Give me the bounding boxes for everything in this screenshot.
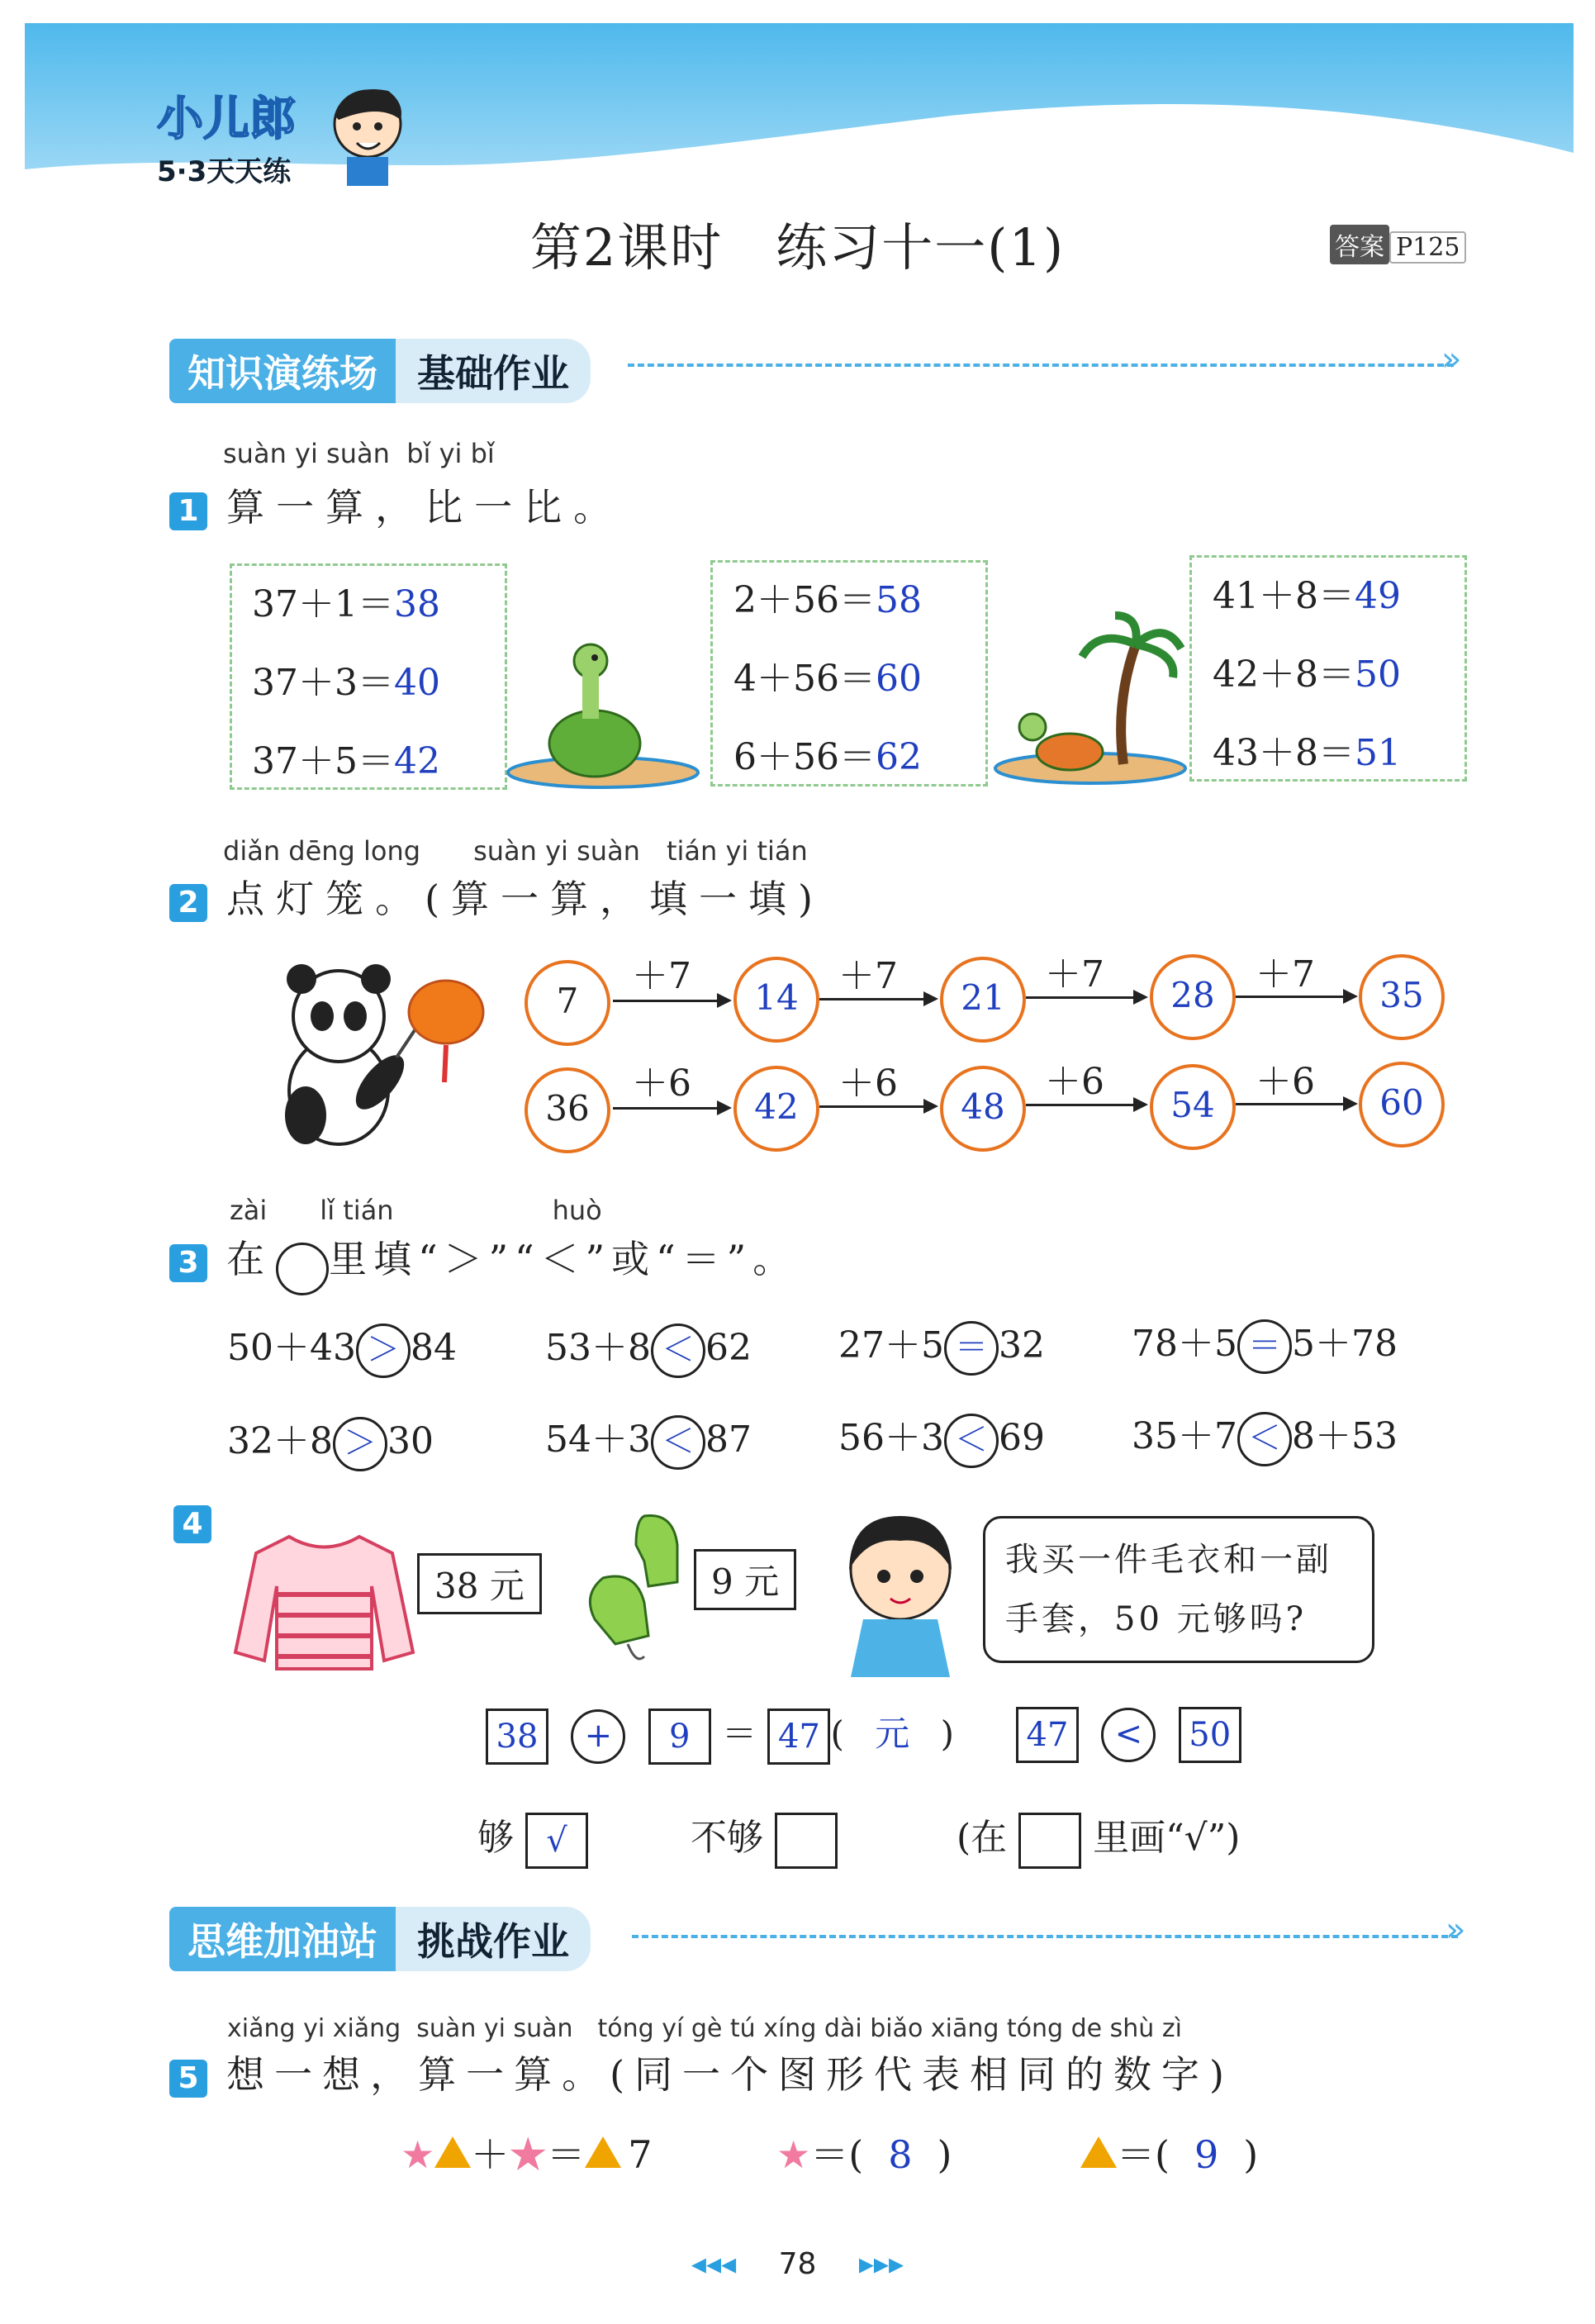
q1-eq-1-2 <box>252 653 440 706</box>
triangle-icon <box>585 2136 621 2168</box>
q3-text-pre: 在 <box>226 1237 277 1281</box>
bubble-line-2: 手套，50 元够吗? <box>1005 1600 1308 1638</box>
q5-equation <box>401 2125 653 2179</box>
not-enough-checkbox[interactable] <box>775 1813 838 1869</box>
lantern-answer[interactable]: 35 <box>1359 954 1445 1040</box>
arrow <box>1236 1103 1345 1105</box>
section-challenge-name: 挑战作业 <box>396 1907 591 1971</box>
arrow-head-icon <box>717 1100 732 1115</box>
q1-eq-3-2 <box>1213 644 1401 697</box>
answer-label: 答案 <box>1330 225 1389 264</box>
gloves-icon <box>578 1512 702 1669</box>
eq-digit: 7 <box>628 2132 653 2177</box>
step-label: ＋6 <box>838 1062 898 1105</box>
q1-answer[interactable]: 50 <box>1354 653 1401 696</box>
compare-right: 30 <box>387 1420 434 1462</box>
q1-eq-2-1 <box>733 570 922 623</box>
sweater-price: 38 元 <box>417 1553 542 1614</box>
compare-answer[interactable]: ＜ <box>651 1415 705 1470</box>
q4-number: 4 <box>173 1505 211 1543</box>
q2-number: 2 <box>169 884 207 922</box>
lantern-start: 7 <box>525 960 610 1046</box>
q1-eq-3-3 <box>1213 723 1401 776</box>
arrow <box>1026 996 1135 999</box>
step-label: ＋7 <box>1045 953 1104 996</box>
compare-answer[interactable]: ＝ <box>944 1321 999 1376</box>
step-label: ＋7 <box>1256 953 1315 996</box>
eq-result[interactable]: 47 <box>767 1709 830 1765</box>
compare-right: 69 <box>998 1417 1045 1459</box>
compare-answer[interactable]: ＜ <box>1237 1412 1292 1466</box>
q1-text: 算一算，比一比。 <box>226 485 624 530</box>
compare-right: 5＋78 <box>1291 1323 1398 1365</box>
girl-icon <box>818 1504 983 1677</box>
compare-left: 56＋3 <box>838 1417 944 1459</box>
eq-operand-b[interactable]: 9 <box>648 1709 711 1765</box>
enough-checkbox[interactable]: √ <box>525 1813 588 1869</box>
triangle-icon <box>434 2136 471 2168</box>
compare-item <box>227 1318 457 1378</box>
q1-heading <box>169 478 623 532</box>
q2-heading <box>169 869 824 924</box>
not-enough-label: 不够 <box>691 1817 763 1859</box>
arrow-head-icon <box>1343 989 1358 1004</box>
note-box-icon <box>1018 1813 1081 1869</box>
arrow-head-icon <box>1343 1096 1358 1111</box>
q1-expr: 37＋3＝ <box>252 662 394 704</box>
compare-left: 27＋5 <box>838 1324 944 1366</box>
arrow <box>613 1000 719 1002</box>
star-icon: ★ <box>509 2132 548 2177</box>
triangle-answer[interactable]: 9 <box>1194 2132 1219 2177</box>
q1-eq-1-1 <box>252 574 440 627</box>
q5-heading <box>169 2045 1234 2099</box>
cmp-b[interactable]: 50 <box>1179 1707 1241 1763</box>
star-icon: ★ <box>401 2132 435 2177</box>
logo-title: 小儿郎 <box>157 93 296 146</box>
eq-equals: ＝ <box>722 1713 757 1754</box>
q1-answer[interactable]: 51 <box>1354 732 1401 774</box>
q1-expr: 37＋1＝ <box>252 583 394 625</box>
footer <box>0 2247 1595 2281</box>
arrow-head-icon <box>1133 990 1148 1005</box>
star-answer[interactable]: 8 <box>888 2132 913 2177</box>
lantern-answer[interactable]: 60 <box>1359 1062 1445 1148</box>
prev-arrows-icon: ◂◂◂ <box>691 2247 737 2281</box>
panda-lantern-icon <box>256 950 496 1157</box>
q5-star-value <box>776 2125 952 2179</box>
compare-answer[interactable]: ＞ <box>333 1417 387 1471</box>
answer-page: P125 <box>1389 231 1466 264</box>
compare-answer[interactable]: ＜ <box>651 1324 705 1378</box>
lantern-answer[interactable]: 54 <box>1150 1064 1236 1150</box>
compare-left: 35＋7 <box>1132 1415 1237 1457</box>
q3-text-post: 里填“＞”“＜”或“＝”。 <box>329 1237 798 1281</box>
compare-answer[interactable]: ＝ <box>1237 1319 1292 1374</box>
arrow-head-icon <box>717 993 732 1008</box>
q1-eq-1-3 <box>252 731 440 784</box>
lantern-answer[interactable]: 42 <box>733 1066 819 1152</box>
turtle-island-icon <box>991 611 1189 785</box>
eq-operand-a[interactable]: 38 <box>486 1709 548 1765</box>
eq-operator[interactable]: + <box>571 1709 625 1764</box>
page-number: 78 <box>778 2247 817 2281</box>
compare-item <box>1132 1406 1398 1466</box>
q1-expr: 2＋56＝ <box>733 579 876 621</box>
q1-answer[interactable]: 62 <box>875 736 922 778</box>
bubble-line-1: 我买一件毛衣和一副 <box>1005 1541 1332 1579</box>
tri-close: ) <box>1243 2132 1259 2177</box>
star-eq: ＝( <box>810 2132 864 2177</box>
step-label: ＋6 <box>1045 1061 1104 1103</box>
q1-number: 1 <box>169 492 207 530</box>
q1-answer[interactable]: 42 <box>393 740 440 782</box>
compare-right: 8＋53 <box>1291 1415 1398 1457</box>
arrow-head-icon <box>923 991 938 1006</box>
eq-unit-close: ) <box>940 1713 954 1754</box>
triangle-icon <box>1080 2136 1117 2168</box>
q1-expr: 6＋56＝ <box>733 736 876 778</box>
q5-triangle-value <box>1080 2125 1258 2179</box>
compare-right: 84 <box>410 1327 457 1369</box>
compare-answer[interactable]: ＜ <box>944 1414 999 1468</box>
mascot-boy-icon <box>322 78 413 186</box>
q1-expr: 4＋56＝ <box>733 658 876 700</box>
arrow-head-icon <box>923 1099 938 1114</box>
compare-left: 54＋3 <box>545 1419 651 1461</box>
eq-plus: ＋ <box>471 2132 510 2177</box>
arrow <box>613 1107 719 1110</box>
q1-expr: 41＋8＝ <box>1213 575 1355 617</box>
lantern-answer[interactable]: 14 <box>733 957 819 1043</box>
next-arrows-icon: ▸▸▸ <box>858 2247 904 2281</box>
note-post: 里画“√”) <box>1093 1817 1241 1859</box>
section-challenge-divider <box>632 1935 1458 1938</box>
chevrons-right-icon: » <box>1441 340 1462 378</box>
note-pre: (在 <box>957 1817 1008 1859</box>
q1-answer[interactable]: 58 <box>875 579 922 621</box>
q1-eq-3-1 <box>1213 566 1401 619</box>
q3-heading <box>169 1229 797 1295</box>
q1-eq-2-3 <box>733 727 922 780</box>
q1-expr: 37＋5＝ <box>252 740 394 782</box>
arrow-head-icon <box>1133 1097 1148 1112</box>
step-label: ＋6 <box>1256 1061 1315 1103</box>
q5-pinyin: xiǎng yi xiǎng suàn yi suàn tóng yí gè tú xíng dài biǎo xiāng tóng de shù zì <box>227 2014 1182 2043</box>
chevrons-right-icon: » <box>1445 1911 1466 1949</box>
compare-item <box>838 1408 1045 1468</box>
q2-pinyin: diǎn dēng long suàn yi suàn tián yi tián <box>223 835 808 867</box>
section-basic-divider <box>628 364 1454 367</box>
step-label: ＋7 <box>632 955 691 997</box>
answer-ref <box>1330 225 1466 264</box>
section-basic <box>169 339 591 398</box>
step-label: ＋7 <box>838 955 898 997</box>
section-basic-tag: 知识演练场 <box>169 339 396 403</box>
section-challenge <box>169 1907 591 1966</box>
q1-answer[interactable]: 60 <box>875 658 922 700</box>
q4-heading <box>173 1505 211 1543</box>
star-icon: ★ <box>776 2132 811 2177</box>
compare-item <box>545 1318 752 1378</box>
q5-text: 想一想，算一算。(同一个图形代表相同的数字) <box>226 2052 1234 2097</box>
lantern-answer[interactable]: 48 <box>940 1066 1026 1152</box>
compare-right: 87 <box>705 1419 752 1461</box>
enough-label: 够 <box>477 1817 514 1859</box>
q1-expr: 43＋8＝ <box>1213 732 1355 774</box>
compare-item <box>838 1315 1045 1376</box>
compare-right: 32 <box>998 1324 1045 1366</box>
q4-choice <box>477 1808 1240 1869</box>
section-challenge-tag: 思维加油站 <box>169 1907 396 1971</box>
arrow <box>1026 1104 1135 1106</box>
eq-equals: ＝ <box>547 2132 586 2177</box>
q1-pinyin: suàn yi suàn bǐ yi bǐ <box>223 438 495 469</box>
lantern-answer[interactable]: 21 <box>940 957 1026 1043</box>
compare-left: 78＋5 <box>1132 1323 1237 1365</box>
eq-unit[interactable]: 元 <box>875 1713 910 1754</box>
speech-bubble <box>983 1516 1374 1663</box>
lesson-title: 第2课时 练习十一(1) <box>529 217 1066 278</box>
blank-circle-icon <box>276 1243 329 1295</box>
arrow <box>819 1105 925 1108</box>
lantern-start: 36 <box>525 1067 610 1153</box>
compare-left: 50＋43 <box>227 1327 356 1369</box>
sweater-icon <box>231 1512 417 1677</box>
q5-number: 5 <box>169 2060 207 2098</box>
lantern-answer[interactable]: 28 <box>1150 954 1236 1040</box>
arrow <box>1236 996 1345 998</box>
turtle-icon <box>504 636 702 793</box>
logo <box>157 83 296 189</box>
gloves-price: 9 元 <box>694 1549 796 1610</box>
q2-text: 点灯笼。(算一算，填一填) <box>226 877 824 921</box>
q1-answer[interactable]: 49 <box>1354 575 1401 617</box>
compare-item <box>227 1411 434 1471</box>
tri-eq: ＝( <box>1117 2132 1170 2177</box>
cmp-a[interactable]: 47 <box>1016 1707 1079 1763</box>
compare-left: 32＋8 <box>227 1420 333 1462</box>
section-basic-name: 基础作业 <box>396 339 591 403</box>
q1-expr: 42＋8＝ <box>1213 653 1355 696</box>
q3-pinyin: zài lǐ tián huò <box>230 1195 602 1226</box>
step-label: ＋6 <box>632 1062 691 1105</box>
compare-answer[interactable]: ＞ <box>356 1324 411 1378</box>
arrow <box>819 998 925 1000</box>
compare-item <box>1132 1314 1398 1374</box>
cmp-operator[interactable]: < <box>1101 1708 1156 1762</box>
eq-unit-open: ( <box>830 1713 844 1754</box>
logo-subtitle: 5·3天天练 <box>157 155 292 188</box>
compare-item <box>545 1409 752 1470</box>
q1-answer[interactable]: 38 <box>393 583 440 625</box>
q1-answer[interactable]: 40 <box>393 662 440 704</box>
compare-left: 53＋8 <box>545 1327 651 1369</box>
q3-number: 3 <box>169 1244 207 1282</box>
compare-right: 62 <box>705 1327 752 1369</box>
star-close: ) <box>937 2132 952 2177</box>
q4-compare <box>1016 1707 1241 1763</box>
q1-eq-2-2 <box>733 649 922 701</box>
q4-equation <box>486 1707 954 1765</box>
